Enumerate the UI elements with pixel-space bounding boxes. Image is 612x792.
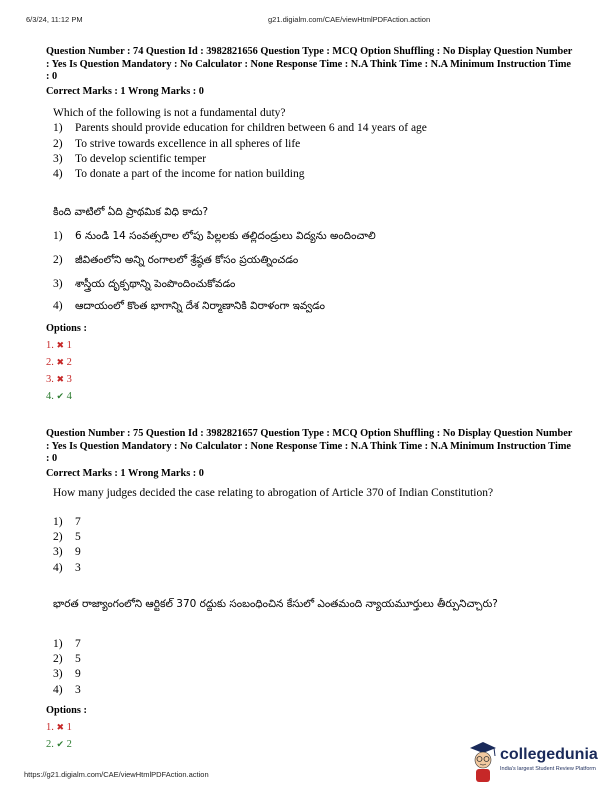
option-en: 2) 5	[53, 531, 81, 543]
answer-option: 2. ✔ 2	[46, 739, 72, 750]
logo-tagline: India's largest Student Review Platform	[500, 766, 596, 772]
collegedunia-logo	[468, 740, 608, 788]
option-en: 4) 3	[53, 562, 81, 574]
option-te: 3) శాస్త్రీయ దృక్పథాన్ని పెంపొందించుకోవడం	[53, 278, 236, 290]
cross-icon: ✖	[56, 374, 65, 384]
answer-option: 1. ✖ 1	[46, 340, 72, 351]
question-text-en: Which of the following is not a fundamental duty?	[53, 107, 286, 119]
check-icon: ✔	[56, 739, 65, 749]
cross-icon: ✖	[56, 722, 65, 732]
option-en: 1) 7	[53, 516, 81, 528]
option-te: 3) 9	[53, 668, 81, 680]
question-marks: Correct Marks : 1 Wrong Marks : 0	[46, 86, 204, 97]
answer-option: 2. ✖ 2	[46, 357, 72, 368]
option-en: 4) To donate a part of the income for nation building	[53, 168, 305, 180]
question-marks: Correct Marks : 1 Wrong Marks : 0	[46, 468, 204, 479]
cross-icon: ✖	[56, 357, 65, 367]
option-te: 1) 7	[53, 638, 81, 650]
option-te: 2) 5	[53, 653, 81, 665]
answer-option: 4. ✔ 4	[46, 391, 72, 402]
option-te: 1) 6 నుండి 14 సంవత్సరాల లోపు పిల్లలకు తల్లిదండ్రులు విద్యను అందించాలి	[53, 230, 376, 242]
header-url: g21.digialm.com/CAE/viewHtmlPDFAction.action	[268, 15, 431, 24]
answer-option: 1. ✖ 1	[46, 722, 72, 733]
options-label: Options :	[46, 323, 87, 334]
options-label: Options :	[46, 705, 87, 716]
option-te: 4) 3	[53, 684, 81, 696]
option-en: 1) Parents should provide education for children between 6 and 14 years of age	[53, 122, 427, 134]
question-meta: Question Number : 75 Question Id : 3982821657 Question Type : MCQ Option Shuffling : No Display Question Number : Yes Is Question Mandatory : No Calculator : None Response Time : N.A Think Time : N.A Minimum Instruction Time : 0	[46, 428, 573, 464]
question-text-te: కింది వాటిలో ఏది ప్రాథమిక విధి కాదు?	[53, 206, 209, 218]
answer-option: 3. ✖ 3	[46, 374, 72, 385]
option-en: 2) To strive towards excellence in all spheres of life	[53, 138, 301, 150]
option-te: 2) జీవితంలోని అన్ని రంగాలలో శ్రేష్ఠత కోసం ప్రయత్నించడం	[53, 254, 299, 266]
cross-icon: ✖	[56, 340, 65, 350]
question-meta: Question Number : 74 Question Id : 3982821656 Question Type : MCQ Option Shuffling : No Display Question Number : Yes Is Question Mandatory : No Calculator : None Response Time : N.A Think Time : N.A Minimum Instruction Time : 0	[46, 46, 573, 82]
mascot-icon	[468, 740, 498, 784]
question-text-en: How many judges decided the case relating to abrogation of Article 370 of Indian Constitution?	[53, 487, 494, 499]
option-te: 4) ఆదాయంలో కొంత భాగాన్ని దేశ నిర్మాణానికి విరాళంగా ఇవ్వడం	[53, 300, 325, 312]
footer-url: https://g21.digialm.com/CAE/viewHtmlPDFAction.action	[24, 770, 209, 779]
logo-wordmark: collegedunia	[500, 746, 598, 763]
check-icon: ✔	[56, 391, 65, 401]
header-datetime: 6/3/24, 11:12 PM	[26, 15, 83, 24]
option-en: 3) 9	[53, 546, 81, 558]
question-text-te: భారత రాజ్యాంగంలోని ఆర్టికల్ 370 రద్దుకు సంబంధించిన కేసులో ఎంతమంది న్యాయమూర్తులు తీర్పునిచ్చారు?	[53, 598, 498, 610]
option-en: 3) To develop scientific temper	[53, 153, 207, 165]
